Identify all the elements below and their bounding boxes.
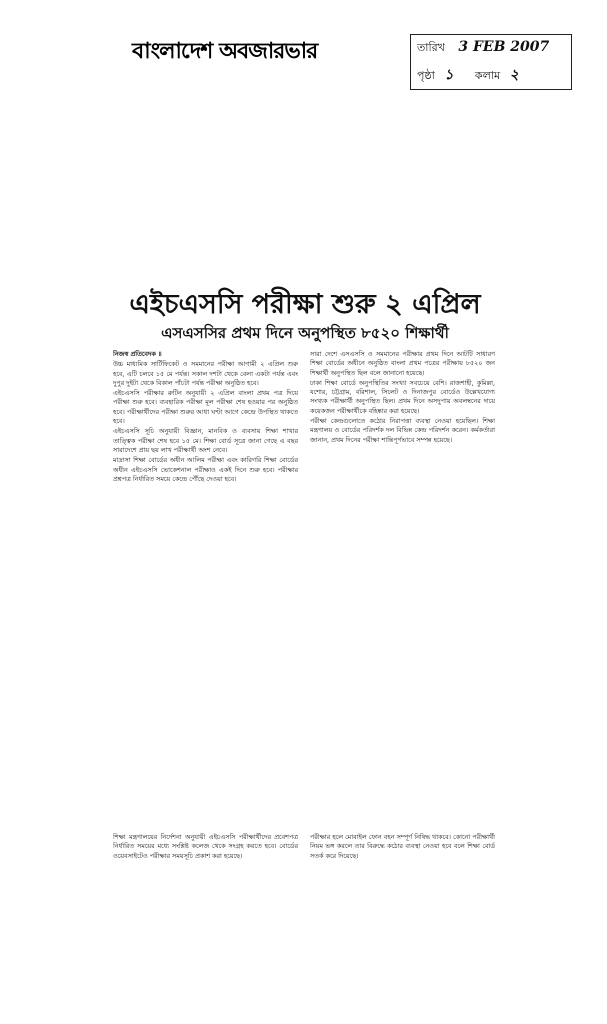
article-paragraph: সারা দেশে এসএসসি ও সমমানের পরীক্ষার প্রথম দিনে আটটি সাধারণ শিক্ষা বোর্ডের অধীনে অনুষ্ঠিত বাংলা প্রথম পত্রের পরীক্ষায় ৮৫২০ জন শিক্ষার্থী অনুপস্থিত ছিল বলে জানানো হয়েছে। bbox=[310, 350, 495, 377]
article-paragraph: উচ্চ মাধ্যমিক সার্টিফিকেট ও সমমানের পরীক্ষা আগামী ২ এপ্রিল শুরু হবে, এটি চলবে ১৫ মে পর্যন্ত। সকাল দশটা থেকে বেলা একটা পর্যন্ত এবং দুপুর দুইটা থেকে বিকাল পাঁচটা পর্যন্ত পরীক্ষা অনুষ্ঠিত হবে। bbox=[113, 360, 298, 387]
stamp-date-value: 3 FEB 2007 bbox=[458, 39, 550, 55]
stamp-date-label: তারিখ bbox=[417, 41, 445, 54]
article-paragraph: এইচএসসি পরীক্ষার রুটিন অনুযায়ী ২ এপ্রিল বাংলা প্রথম পত্র দিয়ে পরীক্ষা শুরু হবে। ব্যবহারিক পরীক্ষা মূল পরীক্ষা শেষ হওয়ার পর অনুষ্ঠিত হবে। পরীক্ষার্থীদের পরীক্ষা শুরুর আধা ঘণ্টা আগে কেন্দ্রে উপস্থিত থাকতে হবে। bbox=[113, 389, 298, 426]
article-headline: এইচএসসি পরীক্ষা শুরু ২ এপ্রিল bbox=[129, 289, 481, 320]
article-paragraph: পরীক্ষার হলে মোবাইল ফোন বহন সম্পূর্ণ নিষিদ্ধ থাকবে। কোনো পরীক্ষার্থী নিয়ম ভঙ্গ করলে তার বিরুদ্ধে কঠোর ব্যবস্থা নেওয়া হবে বলে শিক্ষা বোর্ড সতর্ক করে দিয়েছে। bbox=[310, 833, 495, 860]
newspaper-masthead: বাংলাদেশ অবজারভার bbox=[132, 38, 318, 64]
article-paragraph: মাদ্রাসা শিক্ষা বোর্ডের অধীন আলিম পরীক্ষা এবং কারিগরি শিক্ষা বোর্ডের অধীন এইচএসসি ভোকেশনাল পরীক্ষাও একই দিনে শুরু হবে। পরীক্ষার প্রশ্নপত্র নির্ধারিত সময়ে কেন্দ্রে পৌঁছে দেওয়া হবে। bbox=[113, 456, 298, 483]
article-byline: নিজস্ব প্রতিবেদক ॥ bbox=[113, 350, 162, 358]
article-column-bottom-left bbox=[113, 833, 298, 893]
article-column-right bbox=[310, 350, 495, 680]
article-paragraph: পরীক্ষা কেন্দ্রগুলোতে কঠোর নিরাপত্তা ব্যবস্থা নেওয়া হয়েছিল। শিক্ষা মন্ত্রণালয় ও বোর্ডের পরিদর্শক দল বিভিন্ন কেন্দ্র পরিদর্শন করেন। কর্মকর্তারা জানান, প্রথম দিনের পরীক্ষা শান্তিপূর্ণভাবে সম্পন্ন হয়েছে। bbox=[310, 417, 495, 444]
article-paragraph: ঢাকা শিক্ষা বোর্ডে অনুপস্থিতির সংখ্যা সবচেয়ে বেশি। রাজশাহী, কুমিল্লা, যশোর, চট্টগ্রাম, বরিশাল, সিলেট ও দিনাজপুর বোর্ডেও উল্লেখযোগ্য সংখ্যক পরীক্ষার্থী অনুপস্থিত ছিল। প্রথম দিনে অসদুপায় অবলম্বনের দায়ে কয়েকজন পরীক্ষার্থীকে বহিষ্কার করা হয়েছে। bbox=[310, 378, 495, 415]
stamp-page-label: পৃষ্ঠা bbox=[417, 69, 435, 82]
article-column-left bbox=[113, 350, 298, 680]
article-paragraph: শিক্ষা মন্ত্রণালয়ের নির্দেশনা অনুযায়ী এইচএসসি পরীক্ষার্থীদের প্রবেশপত্র নির্ধারিত সময়ের মধ্যে সংশ্লিষ্ট কলেজ থেকে সংগ্রহ করতে হবে। বোর্ডের ওয়েবসাইটেও পরীক্ষার সময়সূচি প্রকাশ করা হয়েছে। bbox=[113, 833, 298, 860]
stamp-column-value: ২ bbox=[509, 67, 519, 83]
article-column-bottom-right bbox=[310, 833, 495, 908]
archive-stamp bbox=[410, 34, 572, 90]
stamp-page-value: ১ bbox=[444, 67, 454, 83]
article-subheadline: এসএসসির প্রথম দিনে অনুপস্থিত ৮৫২০ শিক্ষার্থী bbox=[161, 324, 449, 342]
stamp-column-label: কলাম bbox=[474, 69, 501, 82]
article-paragraph: এইচএসসি সূচি অনুযায়ী বিজ্ঞান, মানবিক ও ব্যবসায় শিক্ষা শাখার তাত্ত্বিক পরীক্ষা শেষ হবে ১৫ মে। শিক্ষা বোর্ড সূত্রে জানা গেছে এ বছর সারাদেশে প্রায় ছয় লাখ পরীক্ষার্থী অংশ নেবে। bbox=[113, 427, 298, 454]
stamp-date-row bbox=[417, 39, 549, 61]
stamp-page-row bbox=[417, 63, 519, 85]
